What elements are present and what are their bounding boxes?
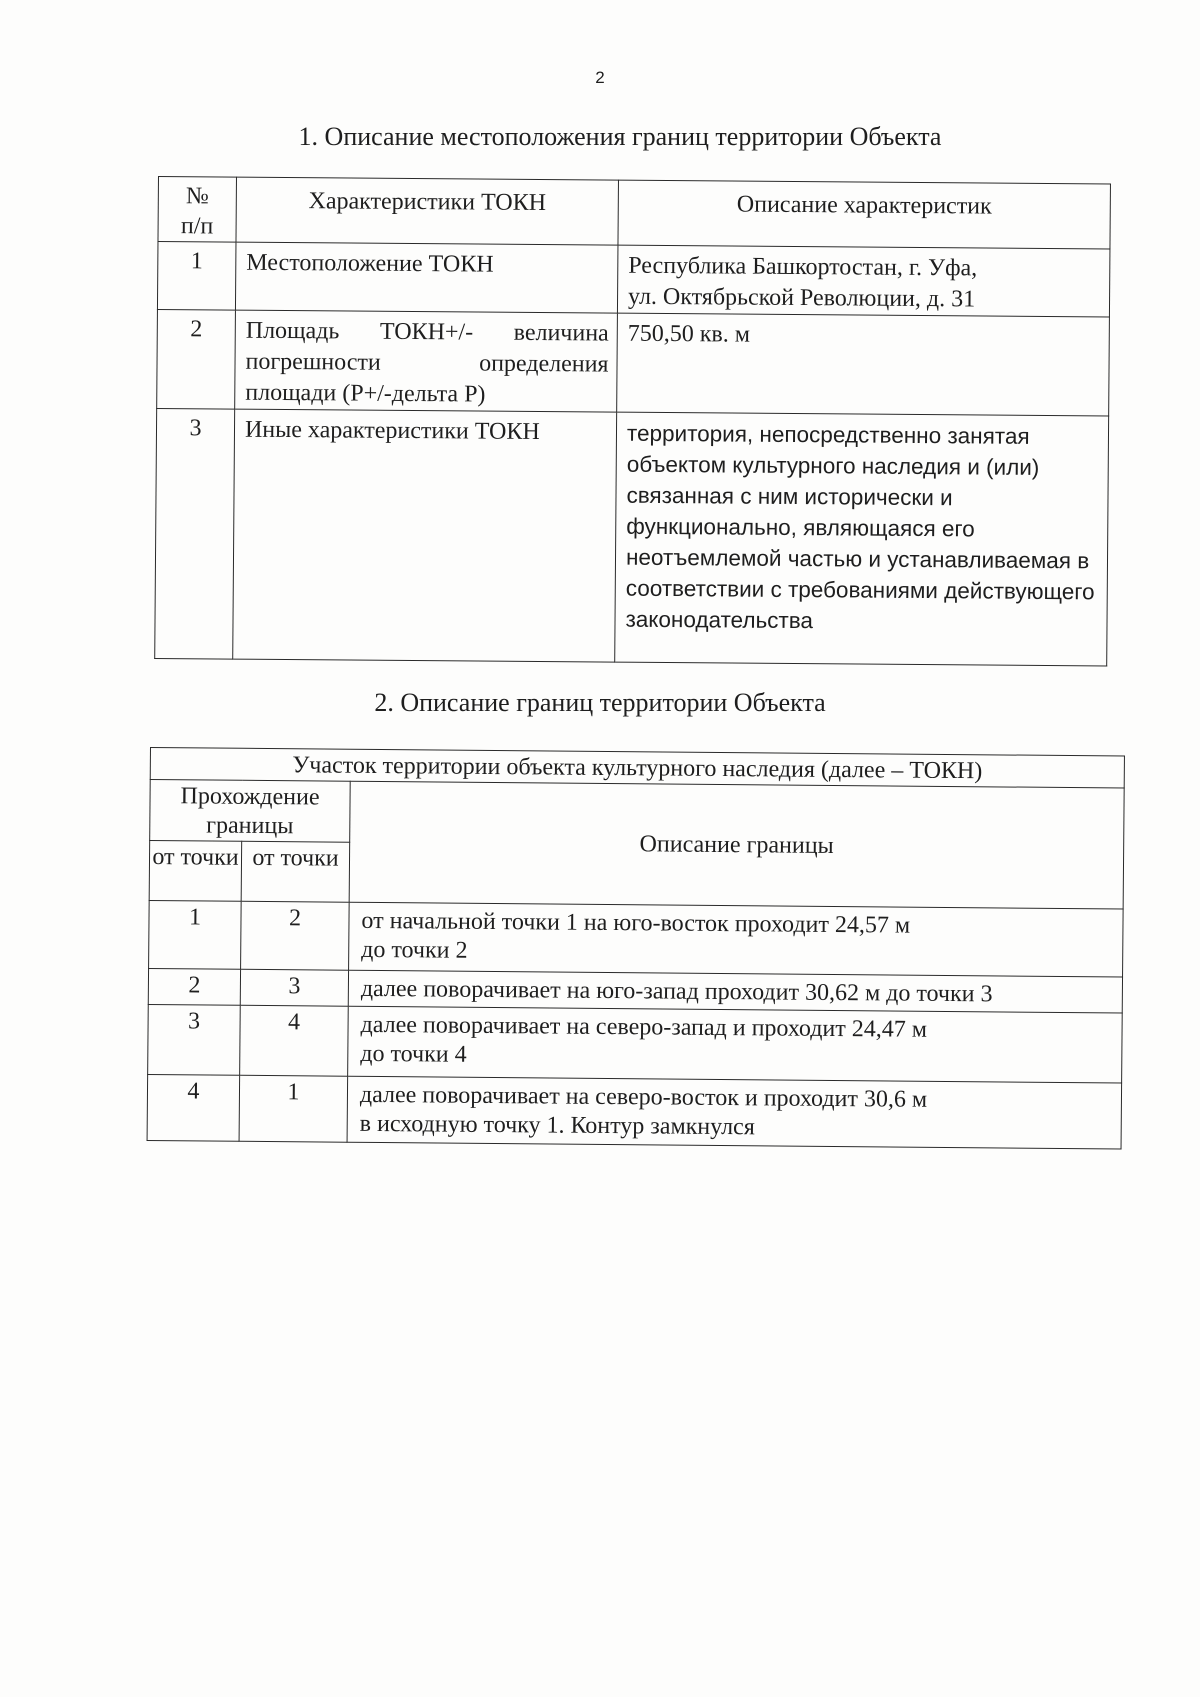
row-from: 3 xyxy=(148,1004,241,1075)
row-number: 3 xyxy=(155,408,235,659)
row-description: далее поворачивает на юго-запад проходит 30,62 м до точки 3 xyxy=(348,970,1122,1013)
row-from: 1 xyxy=(149,900,242,969)
table-row xyxy=(149,900,1124,976)
page-number: 2 xyxy=(595,68,605,87)
header-from: от точки xyxy=(149,841,242,902)
row-characteristic: Иные характеристики ТОКН xyxy=(233,409,617,662)
row-to: 1 xyxy=(239,1075,348,1142)
row-description: 750,50 кв. м xyxy=(617,313,1110,416)
header-description: Описание границы xyxy=(349,781,1124,909)
header-characteristic: Характеристики ТОКН xyxy=(236,177,618,245)
row-characteristic: Площадь ТОКН+/- величина погрешности определения площади (Р+/-дельта Р) xyxy=(235,310,618,412)
header-number: № п/п xyxy=(158,177,237,243)
table-row xyxy=(155,408,1109,665)
row-description: далее поворачивает на северо-восток и проходит 30,6 м в исходную точку 1. Контур замкнулся xyxy=(347,1076,1122,1149)
row-description: территория, непосредственно занятая объектом культурного наследия и (или) связанная с ним исторически и функционально, являющаяся его неотъемлемой частью и устанавливаемая в соответствии с требованиями действующего законодательства xyxy=(615,412,1109,666)
row-from: 4 xyxy=(147,1074,240,1141)
row-description: Республика Башкортостан, г. Уфа, ул. Октябрьской Революции, д. 31 xyxy=(617,245,1110,317)
table-title: Участок территории объекта культурного наследия (далее – ТОКН) xyxy=(150,748,1124,788)
section-2-title: 2. Описание границ территории Объекта xyxy=(374,688,826,717)
row-to: 2 xyxy=(241,901,350,970)
row-characteristic: Местоположение ТОКН xyxy=(235,242,618,313)
characteristics-table xyxy=(154,176,1111,666)
table-row xyxy=(148,1004,1123,1082)
header-to: от точки xyxy=(241,841,350,902)
row-description: далее поворачивает на северо-запад и проходит 24,47 м до точки 4 xyxy=(348,1006,1123,1083)
table-row xyxy=(157,309,1110,415)
table-row xyxy=(157,242,1110,317)
table-header-row xyxy=(158,177,1110,249)
row-number: 1 xyxy=(157,242,236,311)
table-header-row xyxy=(150,780,1125,849)
header-passage: Прохождение границы xyxy=(150,780,351,843)
row-to: 4 xyxy=(240,1005,349,1076)
table-row xyxy=(147,1074,1122,1148)
row-from: 2 xyxy=(148,968,240,1005)
row-number: 2 xyxy=(157,309,236,409)
row-to: 3 xyxy=(240,969,348,1006)
row-description: от начальной точки 1 на юго-восток проходит 24,57 м до точки 2 xyxy=(349,902,1124,977)
section-1-title: 1. Описание местоположения границ территории Объекта xyxy=(298,122,942,151)
boundary-table xyxy=(147,747,1125,1149)
header-description: Описание характеристик xyxy=(618,180,1110,249)
